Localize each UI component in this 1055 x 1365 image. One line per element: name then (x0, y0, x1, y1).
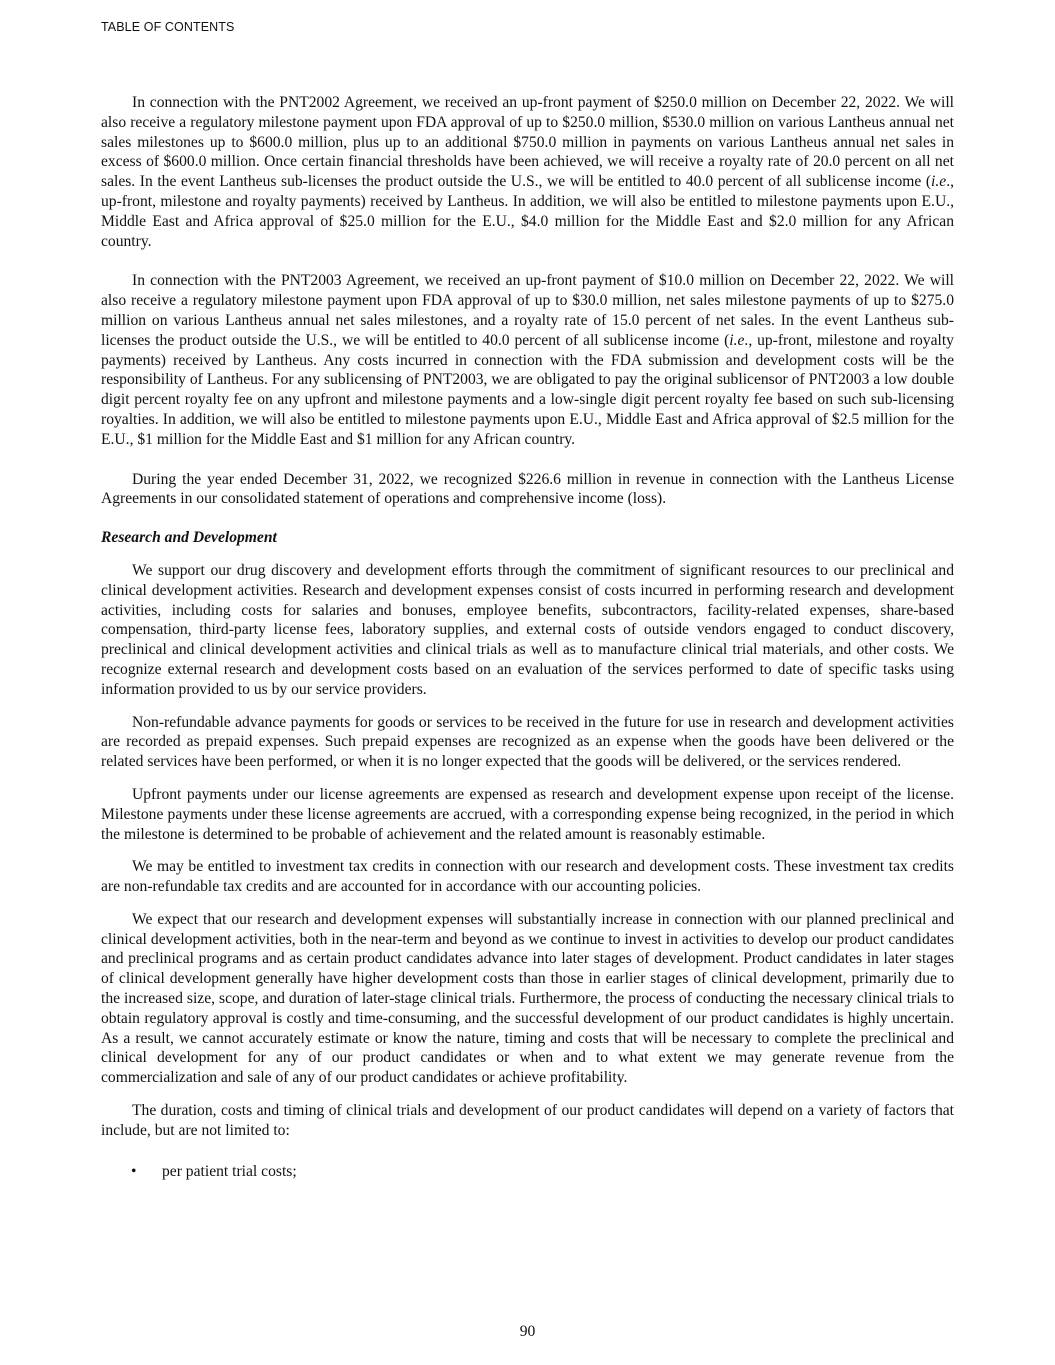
section-heading-research-development: Research and Development (101, 529, 277, 547)
paragraph-pnt2002-agreement (101, 93, 954, 251)
paragraph-revenue-recognized: During the year ended December 31, 2022, we recognized $226.6 million in revenue in connection with the Lantheus License Agreements in our consolidated statement of operations and comprehensive income (loss). (101, 470, 954, 508)
list-item (101, 1162, 954, 1182)
paragraph-text: ., up-front, milestone and royalty payments) received by Lantheus. Any costs incurred in connection with the FDA submission and development costs will be the responsibility of Lantheus. For any sublicensing of PNT2003, we are obligated to pay the original sublicensor of PNT2003 a low double digit percent royalty fee on any upfront and milestone payments and a low-single digit percent royalty fee based on such sub-licensing royalties. In addition, we will also be entitled to milestone payments upon E.U., Middle East and Africa approval of $2.5 million for the E.U., $1 million for the Middle East and $1 million for any African country. (101, 331, 954, 448)
paragraph-text: In connection with the PNT2002 Agreement, we received an up-front payment of $250.0 million on December 22, 2022. We will also receive a regulatory milestone payment upon FDA approval of up to $250.0 million, $530.0 million on various Lantheus annual net sales milestones up to $600.0 million, plus up to an additional $750.0 million in payments on various Lantheus annual net sales in excess of $600.0 million. Once certain financial thresholds have been achieved, we will receive a royalty rate of 20.0 percent on all net sales. In the event Lantheus sub-licenses the product outside the U.S., we will be entitled to 40.0 percent of all sublicense income ( (101, 94, 954, 191)
paragraph-clinical-factors: The duration, costs and timing of clinical trials and development of our product candidates will depend on a variety of factors that include, but are not limited to: (101, 1102, 954, 1139)
bullet-icon: • (131, 1162, 137, 1180)
italic-ie: i.e (729, 331, 745, 349)
paragraph-rd-expectations: We expect that our research and development expenses will substantially increase in connection with our planned preclinical and clinical development activities, both in the near-term and beyond as we continue to invest in activities to develop our product candidates and preclinical programs and as certain product candidates advance into later stages of development. Product candidates in later stages of clinical development generally have higher development costs than those in earlier stages of clinical development, primarily due to the increased size, scope, and duration of later-stage clinical trials. Furthermore, the process of conducting the necessary clinical trials to obtain regulatory approval is costly and time-consuming, and the successful development of our product candidates is highly uncertain. As a result, we cannot accurately estimate or know the nature, timing and costs that will be necessary to complete the preclinical and clinical development for any of our product candidates or when and to what extent we may generate revenue from the commercialization and sale of any of our product candidates or achieve profitability. (101, 910, 954, 1087)
paragraph-prepaid-expenses: Non-refundable advance payments for goods or services to be received in the future for use in research and development activities are recorded as prepaid expenses. Such prepaid expenses are recognized as an expense when the goods have been delivered or the related services have been performed, or when it is no longer expected that the goods will be delivered, or the services rendered. (101, 713, 954, 771)
paragraph-rd-overview: We support our drug discovery and development efforts through the commitment of significant resources to our preclinical and clinical development activities. Research and development expenses consist of costs incurred in performing research and development activities, including costs for salaries and bonuses, employee benefits, subcontractors, facility-related expenses, share-based compensation, third-party license fees, laboratory supplies, and external costs of outside vendors engaged to conduct discovery, preclinical and clinical development activities and clinical trials as well as to manufacture clinical trial materials, and other costs. We recognize external research and development costs based on an evaluation of the services performed to date of specific tasks using information provided to us by our service providers. (101, 561, 954, 698)
paragraph-tax-credits: We may be entitled to investment tax credits in connection with our research and development costs. These investment tax credits are non-refundable tax credits and are accounted for in accordance with our accounting policies. (101, 858, 954, 896)
paragraph-text: In connection with the PNT2003 Agreement, we received an up-front payment of $10.0 million on December 22, 2022. We will also receive a regulatory milestone payment upon FDA approval of up to $30.0 million, net sales milestone payments of up to $275.0 million on various Lantheus annual net sales milestones, and a royalty rate of 15.0 percent of net sales. In the event Lantheus sub-licenses the product outside the U.S., we will be entitled to 40.0 percent of all sublicense income ( (101, 272, 954, 349)
document-body (101, 93, 954, 1181)
page-number: 90 (519, 1323, 536, 1340)
factors-list (101, 1162, 954, 1182)
paragraph-text: ., up-front, milestone and royalty payments) received by Lantheus. In addition, we will also be entitled to milestone payments upon E.U., Middle East and Africa approval of $25.0 million for the E.U., $4.0 million for the Middle East and $2.0 million for any African country. (101, 173, 954, 250)
table-of-contents-link[interactable]: TABLE OF CONTENTS (101, 20, 235, 34)
italic-ie: i.e (931, 173, 947, 191)
paragraph-upfront-payments: Upfront payments under our license agreements are expensed as research and development expense upon receipt of the license. Milestone payments under these license agreements are accrued, with a corresponding expense being recognized, in the period in which the milestone is determined to be probable of achievement and the related amount is reasonably estimable. (101, 785, 954, 843)
list-item-text: per patient trial costs; (162, 1162, 297, 1180)
paragraph-pnt2003-agreement (101, 271, 954, 449)
